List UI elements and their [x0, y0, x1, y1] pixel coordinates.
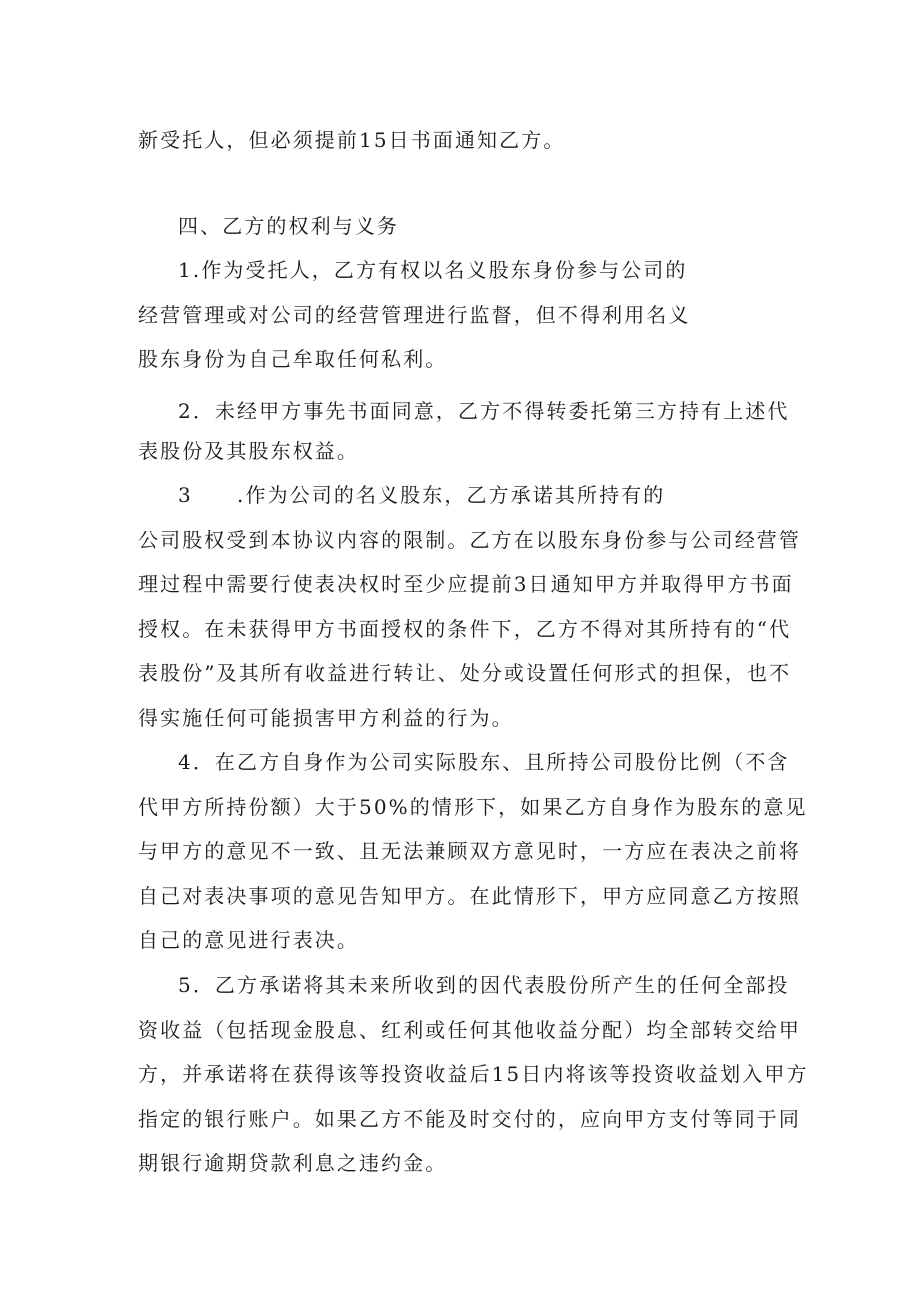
text-line: 与甲方的意见不一致、且无法兼顾双方意见时，一方应在表决之前将 [138, 839, 801, 863]
text-line: 指定的银行账户。如果乙方不能及时交付的，应向甲方支付等同于同 [138, 1107, 801, 1131]
text-line: 新受托人，但必须提前15日书面通知乙方。 [138, 128, 566, 152]
text-line: 表股份及其股东权益。 [138, 439, 359, 463]
text-line: 授权。在未获得甲方书面授权的条件下，乙方不得对其所持有的“代 [138, 617, 792, 641]
text-line: 资收益（包括现金股息、红利或任何其他收益分配）均全部转交给甲 [138, 1018, 801, 1042]
text-line: 理过程中需要行使表决权时至少应提前3日通知甲方并取得甲方书面 [138, 572, 794, 596]
text-line: 代甲方所持份额）大于50%的情形下，如果乙方自身作为股东的意见 [138, 795, 808, 819]
text-line: 2．未经甲方事先书面同意，乙方不得转委托第三方持有上述代 [178, 399, 790, 423]
text-line: 4．在乙方自身作为公司实际股东、且所持公司股份比例（不含 [178, 750, 790, 774]
section-heading: 四、乙方的权利与义务 [178, 214, 399, 238]
text-line: 5．乙方承诺将其未来所收到的因代表股份所产生的任何全部投 [178, 973, 790, 997]
text-line: 经营管理或对公司的经营管理进行监督，但不得利用名义 [138, 303, 691, 327]
text-line: 公司股权受到本协议内容的限制。乙方在以股东身份参与公司经营管 [138, 528, 801, 552]
text-line: 自己对表决事项的意见告知甲方。在此情形下，甲方应同意乙方按照 [138, 884, 801, 908]
text-line: 方，并承诺将在获得该等投资收益后15日内将该等投资收益划入甲方 [138, 1062, 809, 1086]
text-line: 得实施任何可能损害甲方利益的行为。 [138, 706, 514, 730]
text-line: 股东身份为自己牟取任何私利。 [138, 347, 448, 371]
text-line: 期银行逾期贷款利息之违约金。 [138, 1151, 448, 1175]
text-line: 3 .作为公司的名义股东，乙方承诺其所持有的 [178, 483, 666, 507]
text-line: 表股份”及其所有收益进行转让、处分或设置任何形式的担保，也不 [138, 661, 792, 685]
text-line: 自己的意见进行表决。 [138, 928, 359, 952]
text-line: 1.作为受托人，乙方有权以名义股东身份参与公司的 [178, 258, 688, 282]
